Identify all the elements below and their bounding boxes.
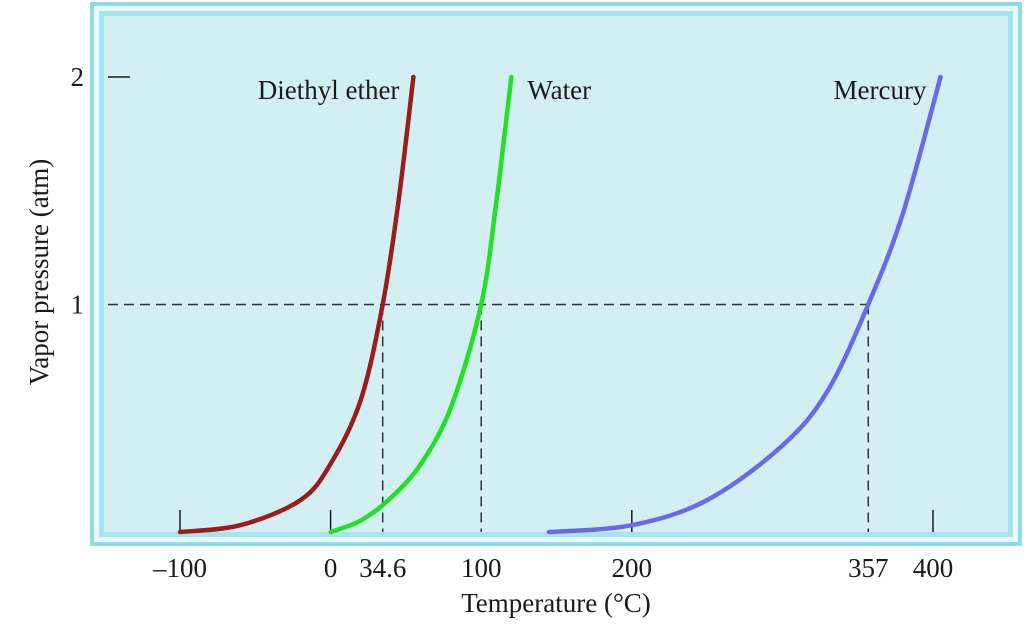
water-label: Water bbox=[527, 75, 592, 105]
x-tick-label: 34.6 bbox=[359, 553, 407, 583]
y-tick-label: 1 bbox=[70, 289, 84, 320]
x-tick-label: 100 bbox=[460, 553, 502, 583]
x-tick-label: 357 bbox=[847, 553, 889, 583]
diethyl-ether-label: Diethyl ether bbox=[257, 75, 400, 105]
y-axis-title: Vapor pressure (atm) bbox=[24, 158, 54, 386]
x-axis-title: Temperature (°C) bbox=[461, 588, 651, 618]
x-tick-label: 400 bbox=[912, 553, 954, 583]
x-tick-label: 0 bbox=[323, 553, 338, 583]
x-tick-label: –100 bbox=[153, 553, 207, 583]
x-tick-label: 200 bbox=[611, 553, 653, 583]
y-tick-label: 2 bbox=[70, 62, 84, 92]
mercury-label: Mercury bbox=[833, 75, 927, 105]
